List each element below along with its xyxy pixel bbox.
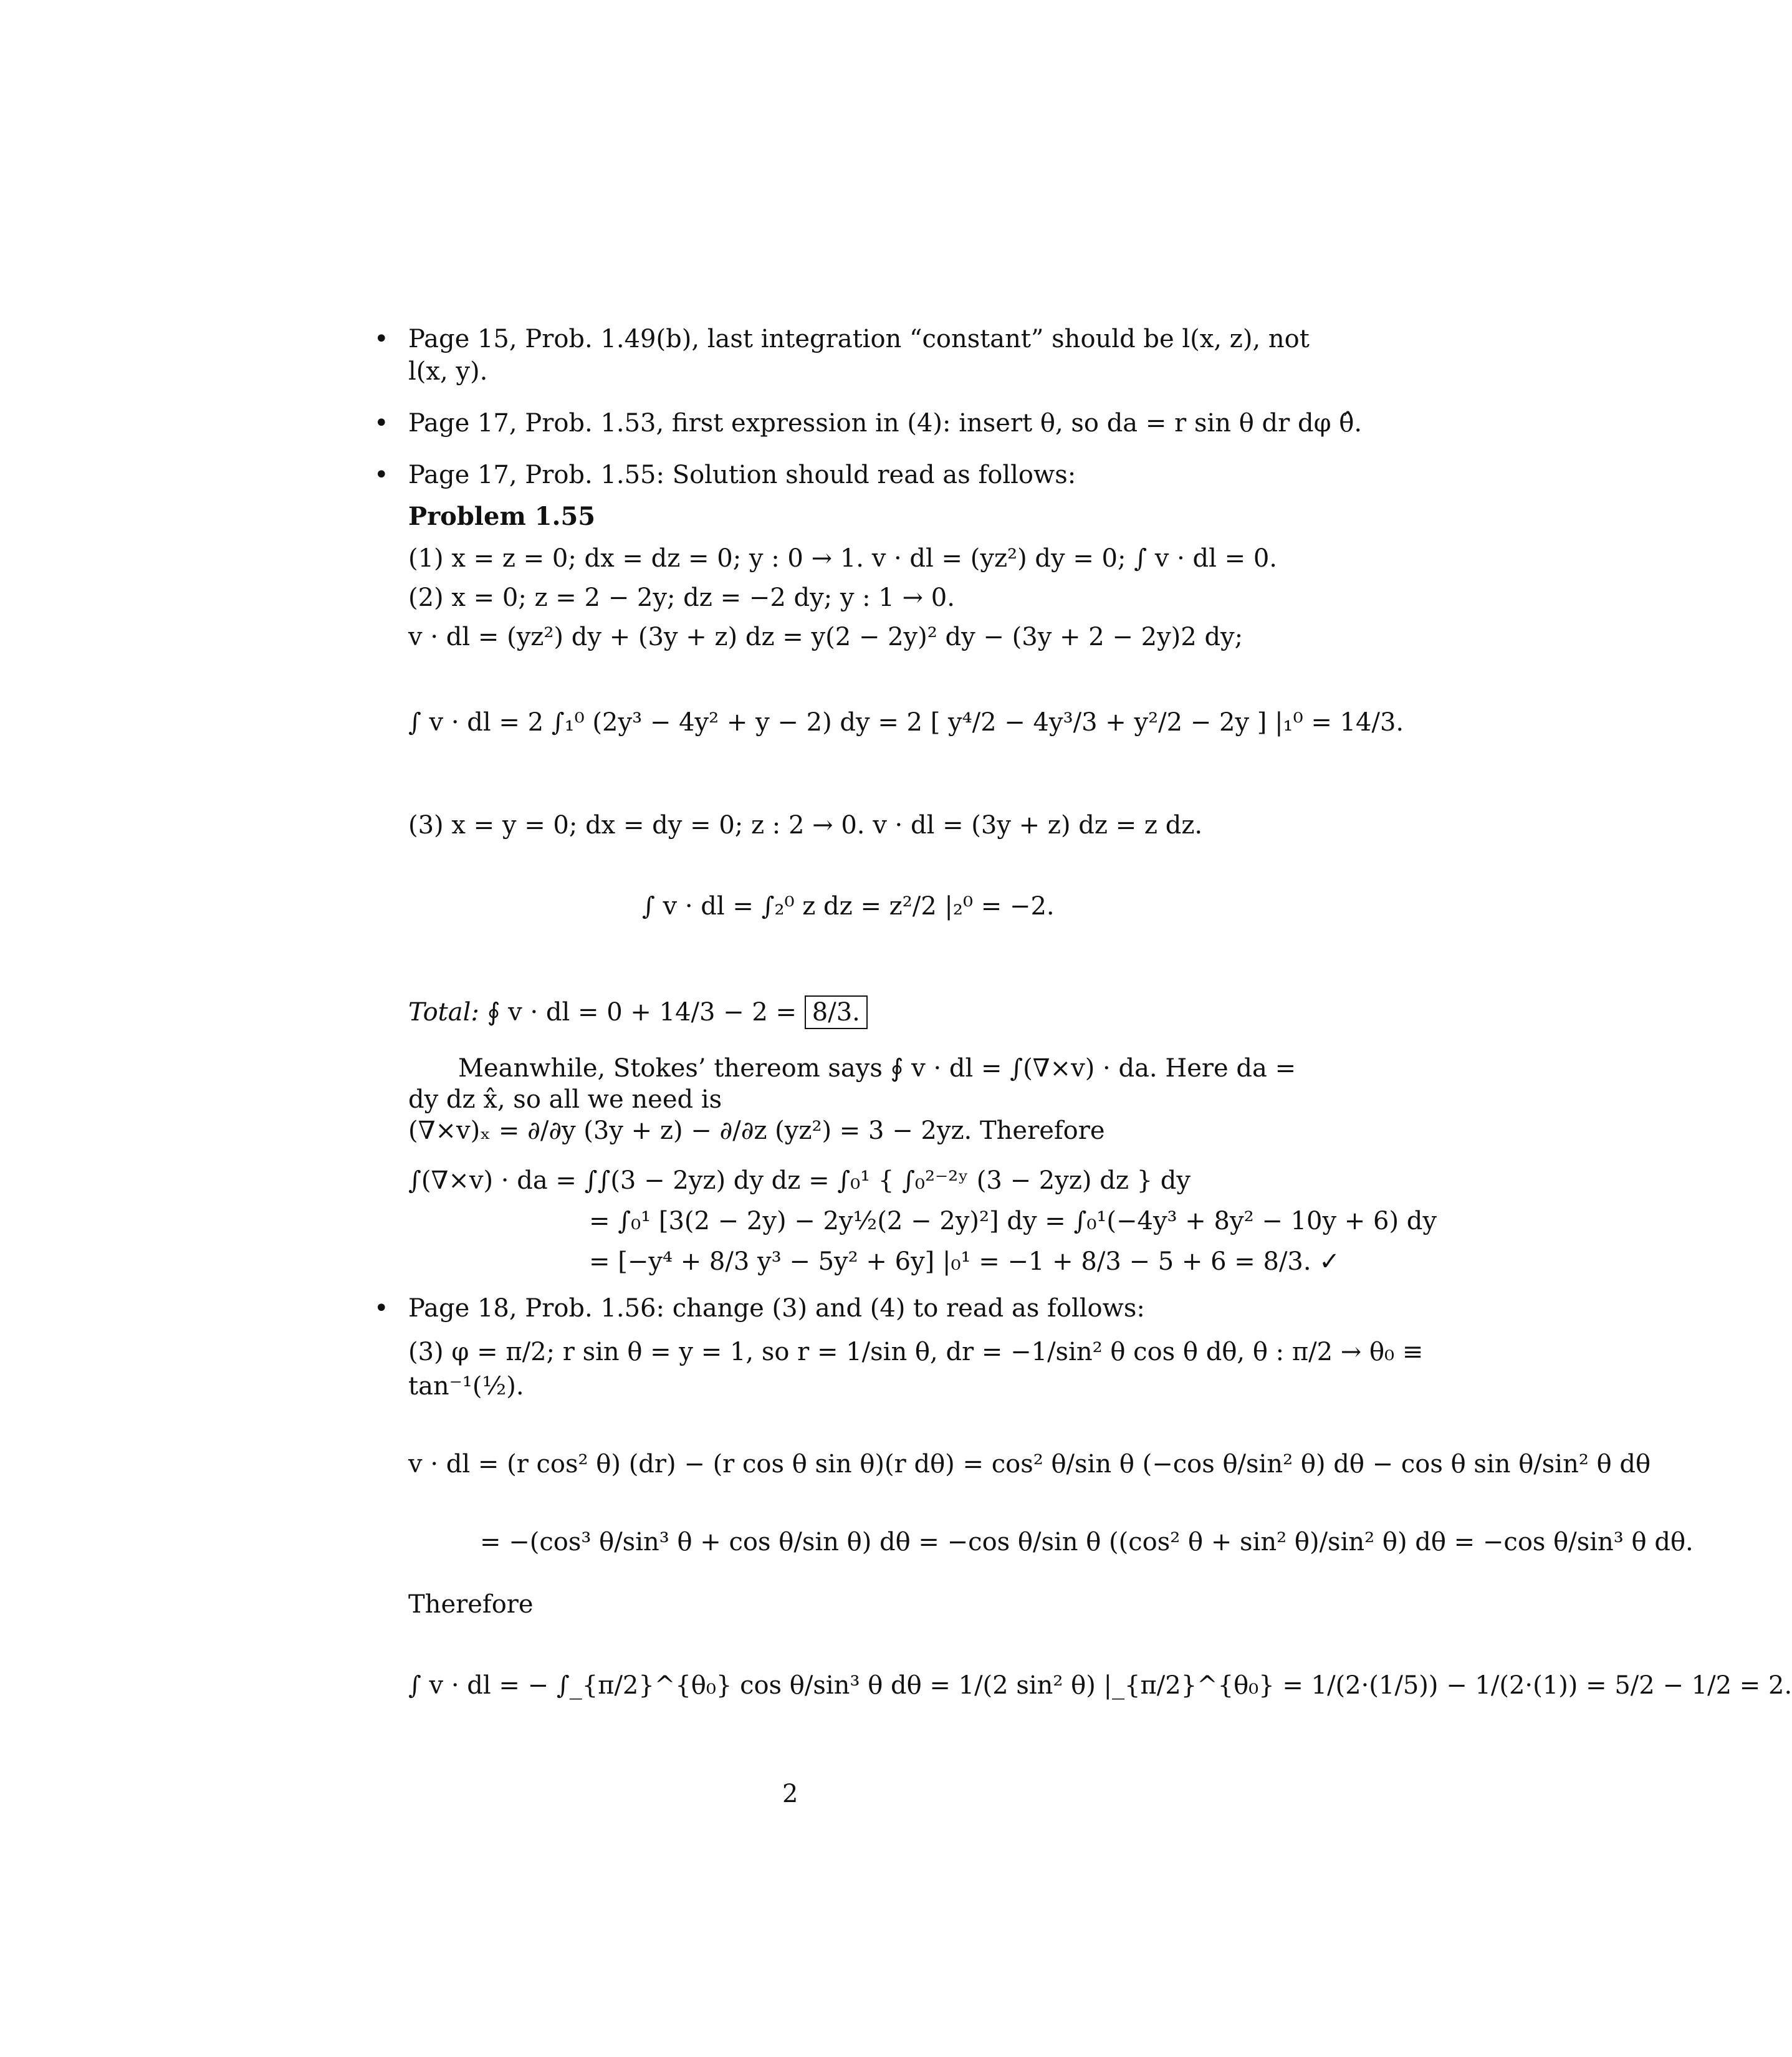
erratum-1-line-2: l(x, y). — [408, 357, 488, 386]
bullet-icon: • — [374, 1294, 389, 1323]
segment-2-integrand: v · dl = (yz²) dy + (3y + z) dz = y(2 − 2y)² dy − (3y + 2 − 2y)2 dy; — [408, 623, 1243, 651]
final-integral: ∫ v · dl = − ∫_{π/2}^{θ₀} cos θ/sin³ θ dθ = 1/(2 sin² θ) |_{π/2}^{θ₀} = 1/(2·(1/5)) − 1/(2·(1)) = 5/2 − 1/2 = 2. — [408, 1671, 1792, 1700]
total-result-box: 8/3. — [805, 995, 868, 1029]
therefore-label: Therefore — [408, 1590, 534, 1619]
erratum-4: Page 18, Prob. 1.56: change (3) and (4) to read as follows: — [408, 1294, 1145, 1323]
erratum-3: Page 17, Prob. 1.55: Solution should read as follows: — [408, 461, 1076, 489]
p156-line-2: tan⁻¹(½). — [408, 1372, 524, 1401]
surface-integral-2: = ∫₀¹ [3(2 − 2y) − 2y½(2 − 2y)²] dy = ∫₀¹(−4y³ + 8y² − 10y + 6) dy — [589, 1207, 1437, 1235]
bullet-icon: • — [374, 461, 389, 489]
curl-line: (∇×v)ₓ = ∂/∂y (3y + z) − ∂/∂z (yz²) = 3 − 2yz. Therefore — [408, 1116, 1105, 1145]
bullet-icon: • — [374, 325, 389, 353]
segment-1: (1) x = z = 0; dx = dz = 0; y : 0 → 1. v · dl = (yz²) dy = 0; ∫ v · dl = 0. — [408, 544, 1278, 573]
surface-integral-3: = [−y⁴ + 8/3 y³ − 5y² + 6y] |₀¹ = −1 + 8/3 − 5 + 6 = 8/3. ✓ — [589, 1247, 1340, 1276]
v-dl-line-2: = −(cos³ θ/sin³ θ + cos θ/sin θ) dθ = −cos θ/sin θ ((cos² θ + sin² θ)/sin² θ) dθ = −cos θ/sin³ θ dθ. — [480, 1528, 1694, 1556]
v-dl-line-1: v · dl = (r cos² θ) (dr) − (r cos θ sin θ)(r dθ) = cos² θ/sin θ (−cos θ/sin² θ) dθ − cos θ sin θ/sin² θ dθ — [408, 1450, 1651, 1479]
segment-2-integral: ∫ v · dl = 2 ∫₁⁰ (2y³ − 4y² + y − 2) dy = 2 [ y⁴/2 − 4y³/3 + y²/2 − 2y ] |₁⁰ = 14/3. — [408, 708, 1404, 737]
erratum-1-line-1: Page 15, Prob. 1.49(b), last integration “constant” should be l(x, z), not — [408, 325, 1310, 353]
segment-3-integral: ∫ v · dl = ∫₂⁰ z dz = z²/2 |₂⁰ = −2. — [642, 892, 1055, 921]
p156-line-1: (3) φ = π/2; r sin θ = y = 1, so r = 1/sin θ, dr = −1/sin² θ cos θ dθ, θ : π/2 → θ₀ ≡ — [408, 1338, 1424, 1366]
page-number: 2 — [782, 1780, 798, 1808]
bullet-icon: • — [374, 409, 389, 438]
total-label: Total: — [408, 998, 479, 1027]
segment-2: (2) x = 0; z = 2 − 2y; dz = −2 dy; y : 1 → 0. — [408, 583, 955, 612]
erratum-2: Page 17, Prob. 1.53, first expression in (4): insert θ, so da = r sin θ dr dφ θ̂. — [408, 409, 1363, 438]
surface-integral-1: ∫(∇×v) · da = ∫∫(3 − 2yz) dy dz = ∫₀¹ { ∫₀²⁻²ʸ (3 − 2yz) dz } dy — [408, 1166, 1191, 1195]
stokes-line-2: dy dz x̂, so all we need is — [408, 1085, 722, 1114]
total-expression: ∮ v · dl = 0 + 14/3 − 2 = — [487, 998, 797, 1027]
total-line — [408, 997, 868, 1027]
stokes-line-1: Meanwhile, Stokes’ thereom says ∮ v · dl = ∫(∇×v) · da. Here da = — [458, 1054, 1296, 1083]
problem-heading: Problem 1.55 — [408, 502, 596, 531]
segment-3: (3) x = y = 0; dx = dy = 0; z : 2 → 0. v · dl = (3y + z) dz = z dz. — [408, 811, 1203, 840]
